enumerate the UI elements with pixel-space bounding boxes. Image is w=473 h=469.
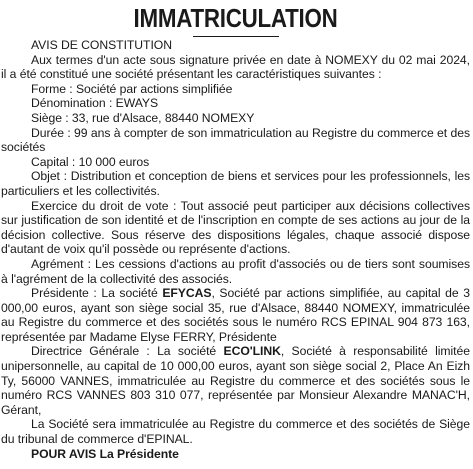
heading-divider (193, 36, 279, 37)
president-paragraph (1, 286, 470, 344)
objet-paragraph: Objet : Distribution et conception de biens et services pour les professionnels, les particuliers et les collectivités. (1, 169, 470, 198)
forme-line: Forme : Société par actions simplifiée (31, 81, 233, 96)
intro-paragraph: Aux termes d'un acte sous signature privée en date à NOMEXY du 02 mai 2024, il a été constitué une société présentant les caractéristiques suivantes : (1, 52, 470, 82)
directrice-details: , Société à responsabilité limitée unipersonnelle, au capital de 10 000,00 euros, ayant son siège social 2, Place An Eizh Ty, 56000 VANNES, immatriculée au Registre du commerce et des sociétés sous le numéro RCS VANNES 803 310 077, représentée par Monsieur Alexandre MANAC'H, Gérant, (1, 344, 470, 417)
notice-body (1, 38, 470, 461)
section-title: AVIS DE CONSTITUTION (31, 38, 172, 52)
directrice-company-name: ECO'LINK (223, 344, 281, 359)
vote-paragraph: Exercice du droit de vote : Tout associé peut participer aux décisions collectives sur justification de son identité et de l'inscription en compte de ses actions au jour de la décision collective. Sous réserve des dispositions légales, chaque associé dispose d'autant de voix qu'il possède ou représente d'actions. (1, 198, 470, 257)
agrement-paragraph: Agrément : Les cessions d'actions au profit d'associés ou de tiers sont soumises à l'agrément de la collectivité des associés. (1, 256, 470, 286)
directrice-lead: Directrice Générale : La société (31, 344, 224, 359)
capital-line: Capital : 10 000 euros (31, 154, 150, 169)
president-lead: Présidente : La société (31, 286, 163, 301)
notice-heading: IMMATRICULATION (133, 3, 338, 33)
president-details: , Société par actions simplifiée, au capital de 3 000,00 euros, ayant son siège social 35, rue d'Alsace, 88440 NOMEXY, immatriculée au Registre du commerce et des sociétés sous le numéro RCS EPINAL 904 873 163, représentée par Madame Elyse FERRY, Présidente (1, 286, 470, 344)
duree-paragraph: Durée : 99 ans à compter de son immatriculation au Registre du commerce et des sociétés (1, 125, 470, 155)
denomination-line: Dénomination : EWAYS (31, 96, 159, 111)
president-company-name: EFYCAS (162, 286, 212, 301)
siege-line: Siège : 33, rue d'Alsace, 88440 NOMEXY (31, 110, 255, 125)
directrice-paragraph (1, 344, 470, 417)
signature-line: POUR AVIS La Présidente (31, 446, 179, 461)
immatriculation-paragraph: La Société sera immatriculée au Registre du commerce et des sociétés de Siège du tribunal de commerce d'EPINAL. (1, 417, 470, 447)
